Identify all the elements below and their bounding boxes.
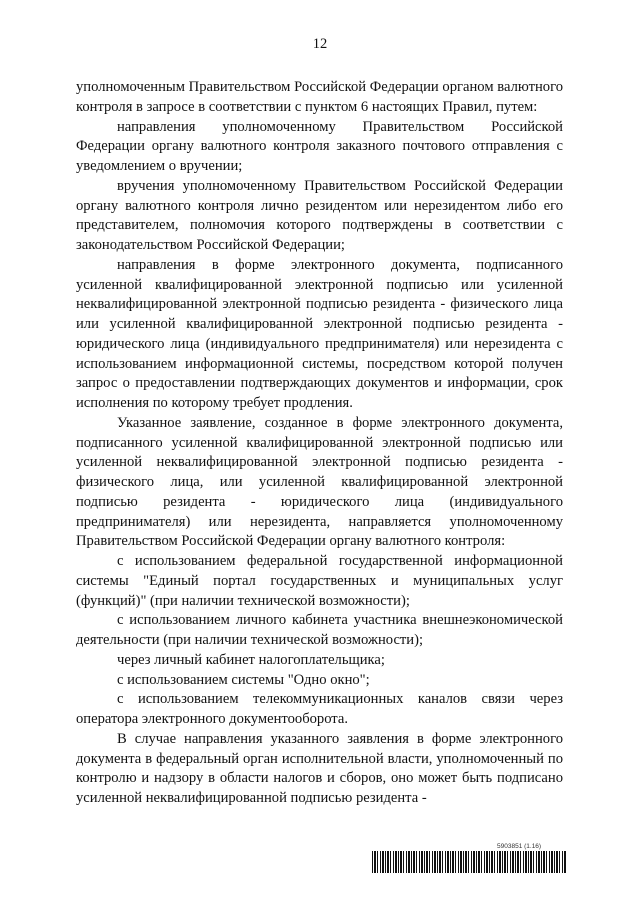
page-number: 12	[312, 36, 328, 52]
paragraph-4: направления в форме электронного документа, подписанного усиленной квалифицированной электронной подписью или усиленной неквалифицированной электронной подписью резидента - физического лица или усиленной квалифицированной электронной подписью резидента - юридического лица (индивидуального предпринимателя) или нерезидента с использованием информационной системы, посредством которой получен запрос о предоставлении подтверждающих документов и информации, срок исполнения по которому требует продления.	[76, 256, 563, 411]
document-code: 5903851 (1.16)	[497, 843, 542, 850]
paragraph-9: с использованием системы "Одно окно";	[117, 671, 370, 688]
paragraph-6: с использованием федеральной государственной информационной системы "Единый портал государственных и муниципальных услуг (функций)" (при наличии технической возможности);	[76, 553, 563, 609]
paragraph-5: Указанное заявление, созданное в форме электронного документа, подписанного усиленной квалифицированной электронной подписью или усиленной неквалифицированной электронной подписью резидента - физического лица, или усиленной квалифицированной электронной подписью резидента - юридического лица (индивидуального предпринимателя) или нерезидента, направляется уполномоченному Правительством Российской Федерации органу валютного контроля:	[76, 414, 563, 550]
paragraph-8: через личный кабинет налогоплательщика;	[117, 651, 385, 668]
paragraph-1: уполномоченным Правительством Российской Федерации органом валютного контроля в запросе в соответствии с пунктом 6 настоящих Правил, путем:	[76, 79, 563, 115]
paragraph-7: с использованием личного кабинета участника внешнеэкономической деятельности (при наличии технической возможности);	[76, 612, 563, 648]
document-body	[76, 78, 563, 809]
paragraph-10: с использованием телекоммуникационных каналов связи через оператора электронного документооборота.	[76, 691, 563, 727]
barcode	[372, 851, 567, 873]
paragraph-3: вручения уполномоченному Правительством Российской Федерации органу валютного контроля лично резидентом или нерезидентом либо его представителем, полномочия которого подтверждены в соответствии с законодательством Российской Федерации;	[76, 177, 563, 253]
paragraph-11: В случае направления указанного заявления в форме электронного документа в федеральный орган исполнительной власти, уполномоченный по контролю и надзору в области налогов и сборов, оно может быть подписано усиленной неквалифицированной подписью резидента -	[76, 730, 563, 806]
paragraph-2: направления уполномоченному Правительством Российской Федерации органу валютного контроля заказного почтового отправления с уведомлением о вручении;	[76, 118, 563, 174]
